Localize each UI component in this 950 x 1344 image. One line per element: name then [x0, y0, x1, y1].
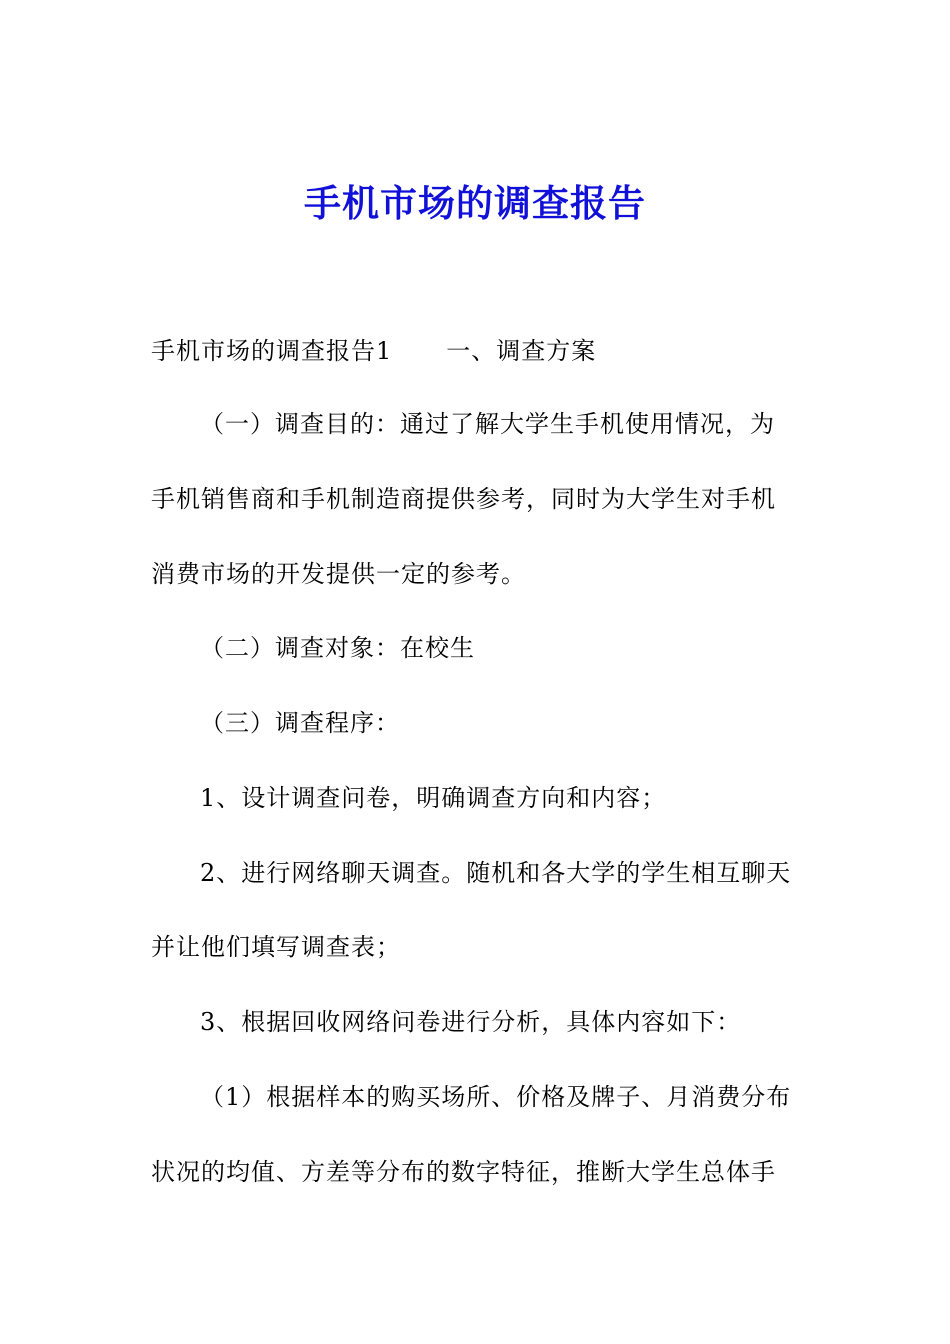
document-title: 手机市场的调查报告 — [304, 181, 646, 225]
section-heading: 一、调查方案 — [446, 337, 597, 365]
paragraph-line: 并让他们填写调查表； — [151, 933, 401, 961]
paragraph-line: （二）调查对象：在校生 — [200, 634, 475, 662]
paragraph-line: 2、进行网络聊天调查。随机和各大学的学生相互聊天 — [200, 859, 792, 887]
paragraph-line: 消费市场的开发提供一定的参考。 — [151, 560, 526, 588]
paragraph-line: （三）调查程序： — [200, 709, 400, 737]
section-heading-line — [151, 333, 831, 369]
paragraph-line: （一）调查目的：通过了解大学生手机使用情况，为 — [200, 410, 775, 438]
paragraph-line: （1）根据样本的购买场所、价格及牌子、月消费分布 — [200, 1083, 792, 1111]
report-number-label: 手机市场的调查报告1 — [151, 337, 393, 365]
paragraph-line: 1、设计调查问卷，明确调查方向和内容； — [200, 784, 667, 812]
paragraph-line: 手机销售商和手机制造商提供参考，同时为大学生对手机 — [151, 485, 776, 513]
paragraph-line: 3、根据回收网络问卷进行分析，具体内容如下： — [200, 1008, 742, 1036]
paragraph-line: 状况的均值、方差等分布的数字特征，推断大学生总体手 — [151, 1158, 776, 1186]
